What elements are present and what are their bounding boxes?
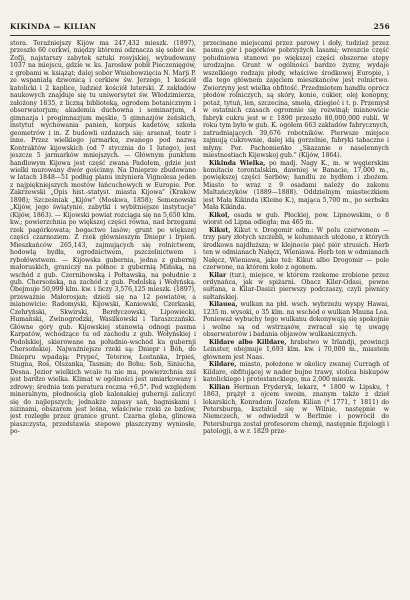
entry-kilar: [203, 272, 389, 302]
entry-headword: Kilian: [209, 383, 230, 391]
entry-headword: Kikut,: [209, 226, 231, 234]
entry-headword: Kilar: [209, 271, 227, 279]
running-header: [10, 22, 390, 34]
entry-text: miasto, położone w okolicy zwanej Curragh of Kildare, obfitującej w nader bujne trawy, stolica biskupów katolickiego i protestanckiego, ma 2,000 mieszk.: [203, 361, 389, 384]
page-number: 256: [373, 22, 390, 31]
entry-kijow-gubernia-continued: [203, 40, 389, 160]
entry-text: po madj. Nagy K., m. w węgierskim komitacie torontalskim, dawniej w Banacie, 17,000 m., powiększej części Serbów; handlu ze bydłem i zbożem. Miasto to wraz z 9 osadami należy do zakonu Maltańczyków (1889—1888). Oddzielnym miasteczkiem jest Mała Kikinda (Kleine K.), mająca 5,700 m., po serbsku Mała Kikinda.: [203, 159, 389, 212]
entry-headword: Kikol,: [209, 211, 230, 219]
entry-kildare-county: [203, 339, 389, 361]
entry-text: hrabstwo w Irlandji, prowincji Leinster, obejmuje 1,693 klm. kw. i 70,000 m., miastem głównem jest Naas.: [203, 338, 389, 361]
entry-kijow-continued: stora. Teraźniejszy Kijów ma 247,432 mieszk. (1897), przeszło 60 cerkwi, między któremi odznacza się sobór św. Zofji, najstarszy zabytek sztuki rosyjskiej, wybudowany 1037 na miejscu, gdzie w. ks. Jarosław pobił Pieczenięgów, z grobami w. książąt; dalej sobór Wniebowzięcia N. Marji P. ze wspaniałą dzwonicą i cerkiew św. Jerzego, 1 kościół katolicki i 2 kaplice, ludzież kościół luterski. Z zakładów naukowych znajduje się tu uniwersytet św. Włodzimierza, założony 1835, z liczną biblioteką, ogrodem botanicznym i obserwatorjum; akademia duchowna i seminarjum, 4 gimnazja i progimnazjum męskie, 5 gimnazjów żeńskich, instytut wychowania panien, korpus kadetów, szkoła geometrów i in. Z budowli ozdazach się: arsenał, teatr i inne. Przez wielkiego jarmarku, zwanego pod nazwą Kontraktów kijowskich (od 7 stycznia do 1 lutego), jest jeszcze 5 jarmarków mniejszych. — Głównym punktem handlowym Kijowa jest część zwana Padołem, gdzie jest wielki murowany dwór gościnny. Na Dnieprze zbudowano w latach 1848—51 podług planu inżyniera Vignolesa jeden z najpiękniejszych mostów łańcuchowych w Europie. Por. Zakrzewski „Opis hist.-statyst. miasta Kijowa" (Kraków 1898); Szcześniak „Kijów" (Moskwa, 1858); Semenowski „Kijów, jego świątynie, zabytki i wybitniejsze instytucje" (Kijów, 1863). — Kijowski powiat rozciąga się na 5,650 klm. kw.; powierzchnia po większej części równa, nad brzegami rzek pagórkowata; bogactwo lasów; grunt po większej części czarnoziem. Z rzek głównieszym Dniepr i Irpień. Mieszkańców 265,143, zajmujących się rolnictwem, hodowlą bydła, ogrodnictwem, pszczelnictwem i rybołówstwem. — Kijowska gubernia, jedna z gubernij małoruskich, graniczy na północ z gubernią Mińską, na wschód z gub. Czernihowską i Połtawską, na południe z gub. Chersońską, na zachód z gub. Podolską i Wołyńską. Obejmuje 50,999 klm. kw. i liczy 3,576,125 mieszk. (1897), przeważnie Małorosjan; dzieli się na 12 powiatów, a mianowicie: Radomyski, Kijowski, Kaniowski, Czerkaski, Czehryński, Skwirski, Berdyczowski, Lipowiecki, Humański, Zwinogrodzki, Wasilkowski i Taraszczański. Główne góry gub. Kijowskiej stanowią odnogi pasma Karpatów, wchodzące tu od zachodu z gub. Wołyńskiej i Podolskiej, skierowane na południo-wschód ku gubernji Chersońskiej. Najważniejsze rzeki są: Dniepr i Bóh, do Dniepru wpadają: Prypeć, Teterew, Łostanka, Irpieś, Stugna, Roś, Olszanka, Tasmin; do Bohu: Sob, Siniucha, Desna. Jezior wielkich wcale tu nie ma, powierzchnia zaś jest bardzo wielka. Klimat w ogólności jest umiarkowany i zdrowy; średnia tem peratura roczna +6,5°. Pod względem mineralnym, płodnością gleb kalenskiej gubernji zaliczyć się do najlepszych; jednakże zapasy sań, bagniskami i nizinami, obszarem jest leśna, właściwie rzeki ze bzdów, jest rozległe przez granice grunt. Czarna gleba, glinowa piaszczysta, przedstawia stepowe płaszczyzny wyniosłe, po-: [10, 40, 196, 436]
entry-text: wulkan na płd. wsch. wybrzeżu wyspy Hawai, 1235 m. wysoki, o 35 klm. na wschód o wulkan Mauna Loa. Ponieważ wybuchy tego wulkanu dokonywają się spokojnie i wolne są od wstrząsów, zwracał się tę uwagę obserwatorów i badania objawów wulkanicznych.: [203, 301, 389, 339]
entry-text: Kikut v. Drogomir odm.: W polu czerwonem — trzy pary złotych szczebli, w kolumnach ułożone, z których środkowa najdłuższa; w klejnocie pięć piór strusich. Herb ten w odmianach Nałęcz, Wieniawa. Herb ten w odmianach Nałęcz, Wieniawa, jako też: Kikut albo Drogomir — pole czerwone, na którem koło z ogonem.: [203, 226, 389, 272]
entry-kilauea: [203, 301, 389, 338]
entry-kikinda: [203, 160, 389, 212]
entry-headword: Kikinda Wielka,: [209, 159, 266, 167]
entry-headword: Kilauea,: [209, 301, 238, 309]
entry-kildare-town: [203, 361, 389, 383]
entry-kikol: [203, 212, 389, 227]
left-column: [10, 40, 196, 588]
entry-headword: Kildare,: [209, 361, 237, 369]
entry-text: osada w gub. Płockiej, pow. Lipnowskim, o 8 wiorst od Lipna odległa; ma 465 m.: [203, 211, 389, 227]
right-column: [203, 40, 389, 588]
entry-kilian: [203, 384, 389, 436]
running-title: KIKINDA — KILIAN: [10, 22, 97, 31]
entry-text: (tur.), miejsce, w którem rzekome zrobione przez ordynańca, jak w spiżarni. Obacz Kiler-Odasi, pewne sułtana, a Kilar-Dasizi pierwszy podczaszy, czyli piwnicy sułtańskiej.: [203, 271, 389, 301]
entry-text: przecinane miejscami przez parowy i doły, tudzież przez pasma gór i pagórków pobrzyżych lasami; wreszcie część południowa stanowi po większej części obszerne stepy urodzajne. Grunt w ogólności bardzo żyzny, wydaje wszelkiego rodzaju płody, właściwe środkowej Europie, i dla tego głównem zajęciem mieszkańców jest rolnictwo. Zwierzyny jest wielka obfitość. Przedmiotem handlu oprócz płodów rolniczych, są skóry, konie, cukier, olej konopny, potaż, tytuń, len, szczecina, smoła, dziegieć i t. p. Przemysł w ostatnich czasach ogromnie się rozwinął; mianowicie fabryk cukru jest w r. 1890 przeszło 80,000,000 rubli. W roku tym było w gub. K. ogółem 663 zakładów fabrycznych, zatrudniających 39,676 robotników. Pierwsze miejsce zajmują cukrownie, dalej idą gorzelnie, fabryki tabaczne i młyny. Por. Pachomieńko „Skazanie o naselennych miestnostiach Kijewskoj gub." (Kijów, 1864).: [203, 40, 389, 160]
header-rule: [10, 35, 390, 36]
entry-kikut: [203, 227, 389, 272]
entry-headword: Kildare albo Killdare,: [209, 338, 287, 346]
entry-text: Herman Fryderyk, lekarz, * 1800 w Lipsku, † 1863, prążył z ojcem swoim, znanym także z dzieł lekarskich, Konradem Józefem Kilian (* 1771, † 1811) do Petersburga, kształcił się w Wilnie, następnie w Niemczech, w odwiedził w Berlinie i powrócił do Petersburga został profesorem chemji, następnie fizjologji i patologji, a w r. 1829 prze-: [203, 383, 389, 436]
